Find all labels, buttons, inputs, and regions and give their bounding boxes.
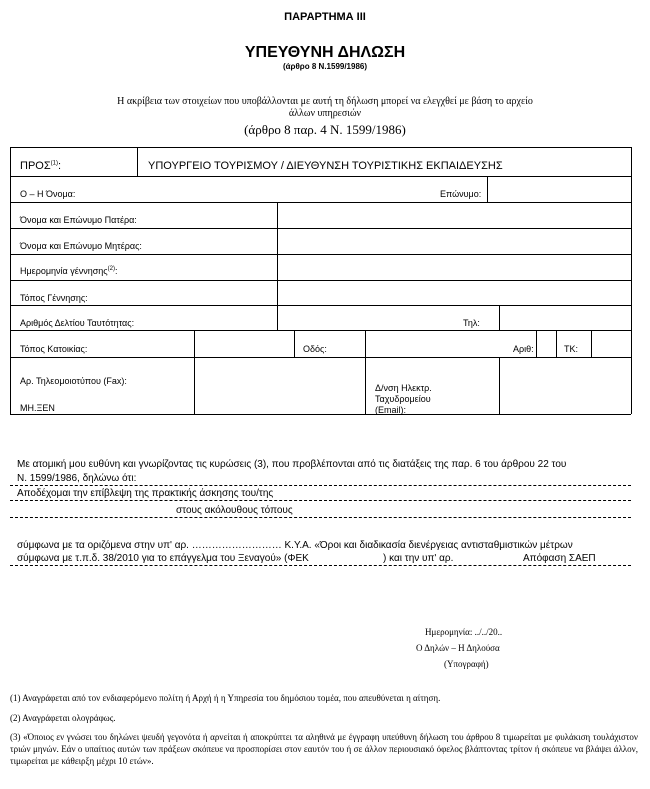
birth-date-label xyxy=(20,266,118,276)
declaration-text-line6a: σύμφωνα με τ.π.δ. 38/2010 για το επάγγελμα του Ξεναγού» (ΦΕΚ xyxy=(17,553,309,564)
signature-label: (Υπογραφή) xyxy=(444,659,489,669)
street-label: Οδός: xyxy=(303,344,327,354)
email-label xyxy=(375,383,432,416)
father-name-label: Όνομα και Επώνυμο Πατέρα: xyxy=(20,215,137,225)
intro-text-line2: άλλων υπηρεσιών xyxy=(288,108,362,119)
postal-code-label: ΤΚ: xyxy=(564,344,579,354)
first-name-label: Ο – Η Όνομα: xyxy=(20,189,76,199)
declaration-text-line6b: ) και την υπ' αρ. xyxy=(383,553,454,564)
id-number-label: Αριθμός Δελτίου Ταυτότητας: xyxy=(20,318,135,328)
appendix-heading: ΠΑΡΑΡΤΗΜΑ ΙΙΙ xyxy=(284,11,366,23)
declaration-text-line5: σύμφωνα με τα οριζόμενα στην υπ' αρ. ……………………… Κ.Υ.Α. «Όροι και διαδικασία διενέργειας αντισταθμιστικών μέτρων xyxy=(17,540,573,551)
birth-date-colon: : xyxy=(114,266,118,276)
residence-label: Τόπος Κατοικίας: xyxy=(20,344,88,354)
to-label-colon: : xyxy=(57,160,62,172)
intro-text-line1: Η ακρίβεια των στοιχείων που υποβάλλονται με αυτή τη δήλωση μπορεί να ελεγχθεί με βάση το αρχείο xyxy=(117,96,533,107)
footnote-1: (1) Αναγράφεται από τον ενδιαφερόμενο πολίτη ή Αρχή ή η Υπηρεσία του δημόσιου τομέα, που απευθύνεται η αίτηση. xyxy=(10,693,441,703)
birth-date-text: Ημερομηνία γέννησης xyxy=(20,266,108,276)
document-title: ΥΠΕΥΘΥΝΗ ΔΗΛΩΣΗ xyxy=(244,44,406,61)
declaration-text-line3: Αποδέχομαι την επίβλεψη της πρακτικής άσκησης του/της xyxy=(17,488,274,499)
footnote-3: (3) «Όποιος εν γνώσει του δηλώνει ψευδή γεγονότα ή αρνείται ή αποκρύπτει τα αληθινά με έγγραφη υπεύθυνη δήλωση του άρθρου 8 τιμωρείται με φυλάκιση τουλάχιστον τριών μηνών. Εάν ο υπαίτιος αυτών των πράξεων σκόπευε να προσπορίσει στον εαυτόν του ή σε άλλον περιουσιακό όφελος βλάπτοντας τρίτον ή σκόπευε να βλάψει άλλον, τιμωρείται με κάθειρξη μέχρι 10 ετών». xyxy=(10,732,638,766)
declaration-text-line1: Με ατομική μου ευθύνη και γνωρίζοντας τις κυρώσεις (3), που προβλέπονται από τις διατάξεις της παρ. 6 του άρθρου 22 του xyxy=(17,459,567,470)
birth-date-footnote-marker: (2) xyxy=(107,266,115,272)
declaration-text-line4: στους ακόλουθους τόπους xyxy=(176,505,293,516)
to-footnote-marker: (1) xyxy=(50,160,58,167)
footnote-2: (2) Αναγράφεται ολογράφως. xyxy=(10,713,116,723)
surname-label: Επώνυμο: xyxy=(440,189,482,199)
to-label xyxy=(20,160,61,172)
to-label-text: ΠΡΟΣ xyxy=(20,160,51,172)
declaration-text-line2: Ν. 1599/1986, δηλώνω ότι: xyxy=(17,473,137,484)
mother-name-label: Όνομα και Επώνυμο Μητέρας: xyxy=(20,241,142,251)
signature-declarant: Ο Δηλών – Η Δηλούσα xyxy=(416,643,500,653)
number-label: Αριθ: xyxy=(513,344,534,354)
signature-date: Ημερομηνία: ../../20.. xyxy=(425,627,503,637)
birth-place-label: Τόπος Γέννησης: xyxy=(20,293,88,303)
email-label-line3: (Email): xyxy=(375,405,406,415)
to-recipient-value: ΥΠΟΥΡΓΕΙΟ ΤΟΥΡΙΣΜΟΥ / ΔΙΕΥΘΥΝΣΗ ΤΟΥΡΙΣΤΙΚΗΣ ΕΚΠΑΙΔΕΥΣΗΣ xyxy=(148,160,503,172)
phone-label: Τηλ: xyxy=(463,318,480,328)
fax-label: Αρ. Τηλεομοιοτύπου (Fax): xyxy=(20,376,127,386)
email-label-line1: Δ/νση Ηλεκτρ. xyxy=(375,383,432,393)
declaration-text-line6c: Απόφαση ΣΑΕΠ xyxy=(523,553,596,564)
document-subtitle: (άρθρο 8 Ν.1599/1986) xyxy=(282,62,368,71)
email-label-line2: Ταχυδρομείου xyxy=(375,394,431,404)
mh-xen-label: ΜΗ.ΞΕΝ xyxy=(20,403,55,413)
intro-law-reference: (άρθρο 8 παρ. 4 Ν. 1599/1986) xyxy=(244,122,406,137)
